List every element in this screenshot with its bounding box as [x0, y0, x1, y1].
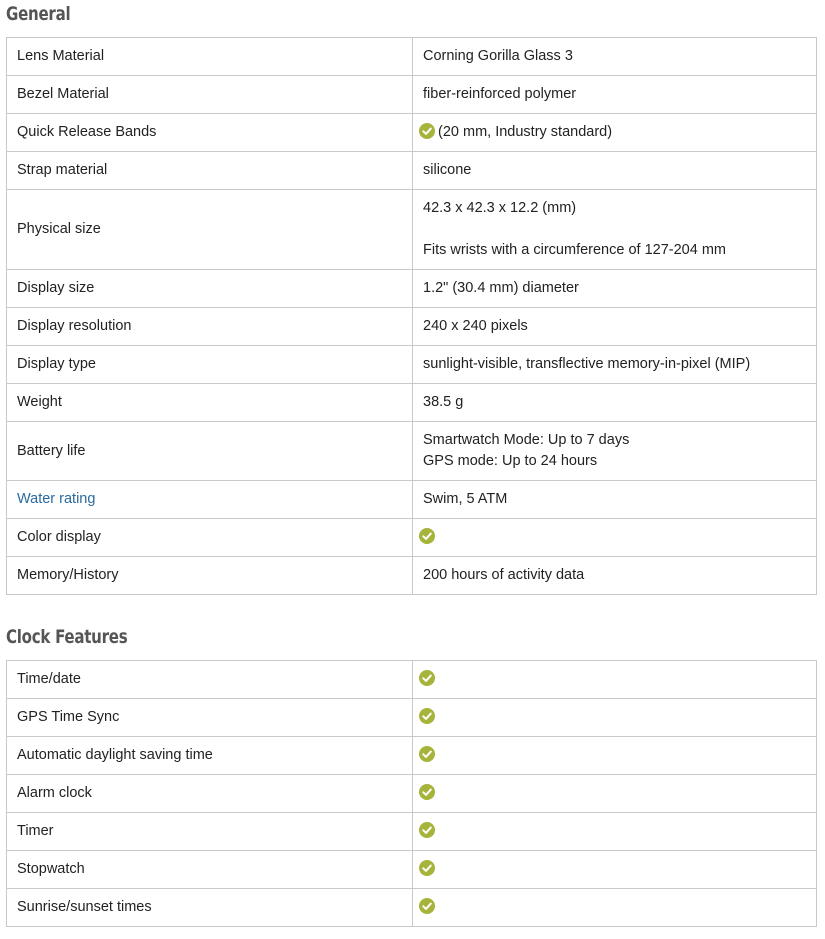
- spec-value: 1.2" (30.4 mm) diameter: [413, 270, 817, 308]
- clock-features-table: [6, 660, 817, 927]
- spec-label: Display resolution: [7, 308, 413, 346]
- table-row: [7, 851, 817, 889]
- check-circle-icon: [419, 746, 435, 762]
- spec-value-cell: [413, 422, 817, 481]
- table-row: [7, 422, 817, 481]
- spec-value-cell: [413, 737, 817, 775]
- table-row: [7, 308, 817, 346]
- table-row: [7, 481, 817, 519]
- spec-value: 200 hours of activity data: [413, 557, 817, 595]
- spec-label: Timer: [7, 813, 413, 851]
- spec-label: Automatic daylight saving time: [7, 737, 413, 775]
- spec-value-line: Smartwatch Mode: Up to 7 days: [423, 432, 630, 448]
- check-circle-icon: [419, 123, 435, 139]
- spec-value-cell: [413, 851, 817, 889]
- spec-value: Swim, 5 ATM: [413, 481, 817, 519]
- spec-label: GPS Time Sync: [7, 699, 413, 737]
- water-rating-link[interactable]: Water rating: [17, 491, 96, 507]
- spec-value-cell: [413, 889, 817, 927]
- spec-label: Display type: [7, 346, 413, 384]
- spec-value: fiber-reinforced polymer: [413, 76, 817, 114]
- spec-label: Strap material: [7, 152, 413, 190]
- spec-label: Stopwatch: [7, 851, 413, 889]
- spec-value-line: 42.3 x 42.3 x 12.2 (mm): [423, 200, 577, 216]
- check-circle-icon: [419, 670, 435, 686]
- spec-value: sunlight-visible, transflective memory-in-pixel (MIP): [413, 346, 817, 384]
- table-row: [7, 270, 817, 308]
- spec-label-cell: [7, 481, 413, 519]
- spec-value: Corning Gorilla Glass 3: [413, 38, 817, 76]
- table-row: [7, 384, 817, 422]
- spec-label: Lens Material: [7, 38, 413, 76]
- table-row: [7, 346, 817, 384]
- table-row: [7, 699, 817, 737]
- spec-value-cell: [413, 661, 817, 699]
- table-row: [7, 152, 817, 190]
- spec-label: Display size: [7, 270, 413, 308]
- table-row: [7, 38, 817, 76]
- table-row: [7, 889, 817, 927]
- spec-value: silicone: [413, 152, 817, 190]
- table-row: [7, 519, 817, 557]
- check-circle-icon: [419, 822, 435, 838]
- spec-value-cell: [413, 813, 817, 851]
- spec-label: Battery life: [7, 422, 413, 481]
- spec-value: 240 x 240 pixels: [413, 308, 817, 346]
- spec-value-line: GPS mode: Up to 24 hours: [423, 453, 598, 469]
- spec-label: Alarm clock: [7, 775, 413, 813]
- spec-label: Bezel Material: [7, 76, 413, 114]
- table-row: [7, 557, 817, 595]
- spec-label: Weight: [7, 384, 413, 422]
- spec-label: Sunrise/sunset times: [7, 889, 413, 927]
- table-row: [7, 813, 817, 851]
- table-row: [7, 76, 817, 114]
- table-row: [7, 737, 817, 775]
- spec-label: Memory/History: [7, 557, 413, 595]
- check-circle-icon: [419, 898, 435, 914]
- table-row: [7, 661, 817, 699]
- spec-value: 38.5 g: [413, 384, 817, 422]
- spec-value-cell: [413, 519, 817, 557]
- spec-label: Physical size: [7, 190, 413, 270]
- check-circle-icon: [419, 528, 435, 544]
- spec-value-cell: [413, 190, 817, 270]
- spec-label: Quick Release Bands: [7, 114, 413, 152]
- spec-value-cell: [413, 114, 817, 152]
- table-row: [7, 775, 817, 813]
- spec-value: (20 mm, Industry standard): [438, 124, 613, 140]
- section-title-clock-features: Clock Features: [6, 626, 128, 648]
- spec-value-cell: [413, 699, 817, 737]
- spec-value-cell: [413, 775, 817, 813]
- check-circle-icon: [419, 860, 435, 876]
- spec-label: Time/date: [7, 661, 413, 699]
- spec-label: Color display: [7, 519, 413, 557]
- section-title-general: General: [6, 3, 71, 25]
- check-circle-icon: [419, 708, 435, 724]
- general-spec-table: [6, 37, 817, 595]
- table-row: [7, 114, 817, 152]
- table-row: [7, 190, 817, 270]
- spec-value-line: Fits wrists with a circumference of 127-204 mm: [423, 242, 726, 258]
- check-circle-icon: [419, 784, 435, 800]
